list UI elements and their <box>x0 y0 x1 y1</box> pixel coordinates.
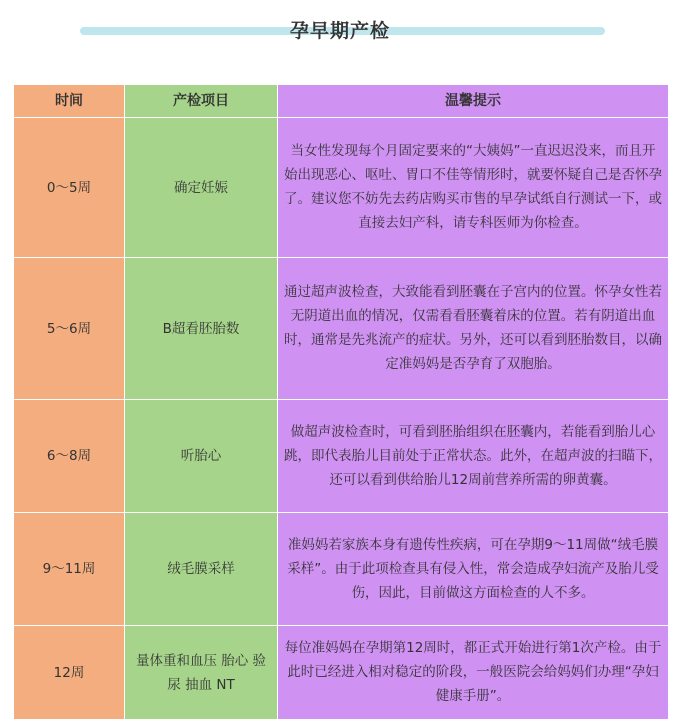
title-area <box>0 0 680 62</box>
cell-time: 5～6周 <box>14 258 125 400</box>
cell-tip: 每位准妈妈在孕期第12周时，都正式开始进行第1次产检。由于此时已经进入相对稳定的阶段，一般医院会给妈妈们办理“孕妇健康手册”。 <box>278 626 669 720</box>
cell-check-item: 确定妊娠 <box>125 118 278 258</box>
cell-check-item: 量体重和血压 胎心 验尿 抽血 NT <box>125 626 278 720</box>
cell-time: 6～8周 <box>14 400 125 513</box>
table-row <box>14 513 669 626</box>
header-tips: 温馨提示 <box>278 85 669 118</box>
table-row <box>14 400 669 513</box>
cell-check-item: B超看胚胎数 <box>125 258 278 400</box>
table-row <box>14 626 669 720</box>
cell-time: 9～11周 <box>14 513 125 626</box>
cell-tip: 做超声波检查时，可看到胚胎组织在胚囊内，若能看到胎儿心跳，即代表胎儿目前处于正常状态。此外，在超声波的扫瞄下，还可以看到供给胎儿12周前营养所需的卵黄囊。 <box>278 400 669 513</box>
cell-time: 12周 <box>14 626 125 720</box>
cell-tip: 当女性发现每个月固定要来的“大姨妈”一直迟迟没来，而且开始出现恶心、呕吐、胃口不佳等情形时，就要怀疑自己是否怀孕了。建议您不妨先去药店购买市售的早孕试纸自行测试一下，或直接去妇产科，请专科医师为你检查。 <box>278 118 669 258</box>
table-header-row <box>14 85 669 118</box>
header-check-item: 产检项目 <box>125 85 278 118</box>
cell-tip: 准妈妈若家族本身有遗传性疾病，可在孕期9～11周做“绒毛膜采样”。由于此项检查具有侵入性，常会造成孕妇流产及胎儿受伤，因此，目前做这方面检查的人不多。 <box>278 513 669 626</box>
cell-time: 0～5周 <box>14 118 125 258</box>
cell-check-item: 绒毛膜采样 <box>125 513 278 626</box>
table-row <box>14 258 669 400</box>
cell-check-item: 听胎心 <box>125 400 278 513</box>
table-row <box>14 118 669 258</box>
cell-tip: 通过超声波检查，大致能看到胚囊在子宫内的位置。怀孕女性若无阴道出血的情况，仅需看看胚囊着床的位置。若有阴道出血时，通常是先兆流产的症状。另外，还可以看到胚胎数目，以确定准妈妈是否孕育了双胞胎。 <box>278 258 669 400</box>
page-title: 孕早期产检 <box>289 20 390 42</box>
prenatal-check-table <box>13 84 669 720</box>
header-time: 时间 <box>14 85 125 118</box>
